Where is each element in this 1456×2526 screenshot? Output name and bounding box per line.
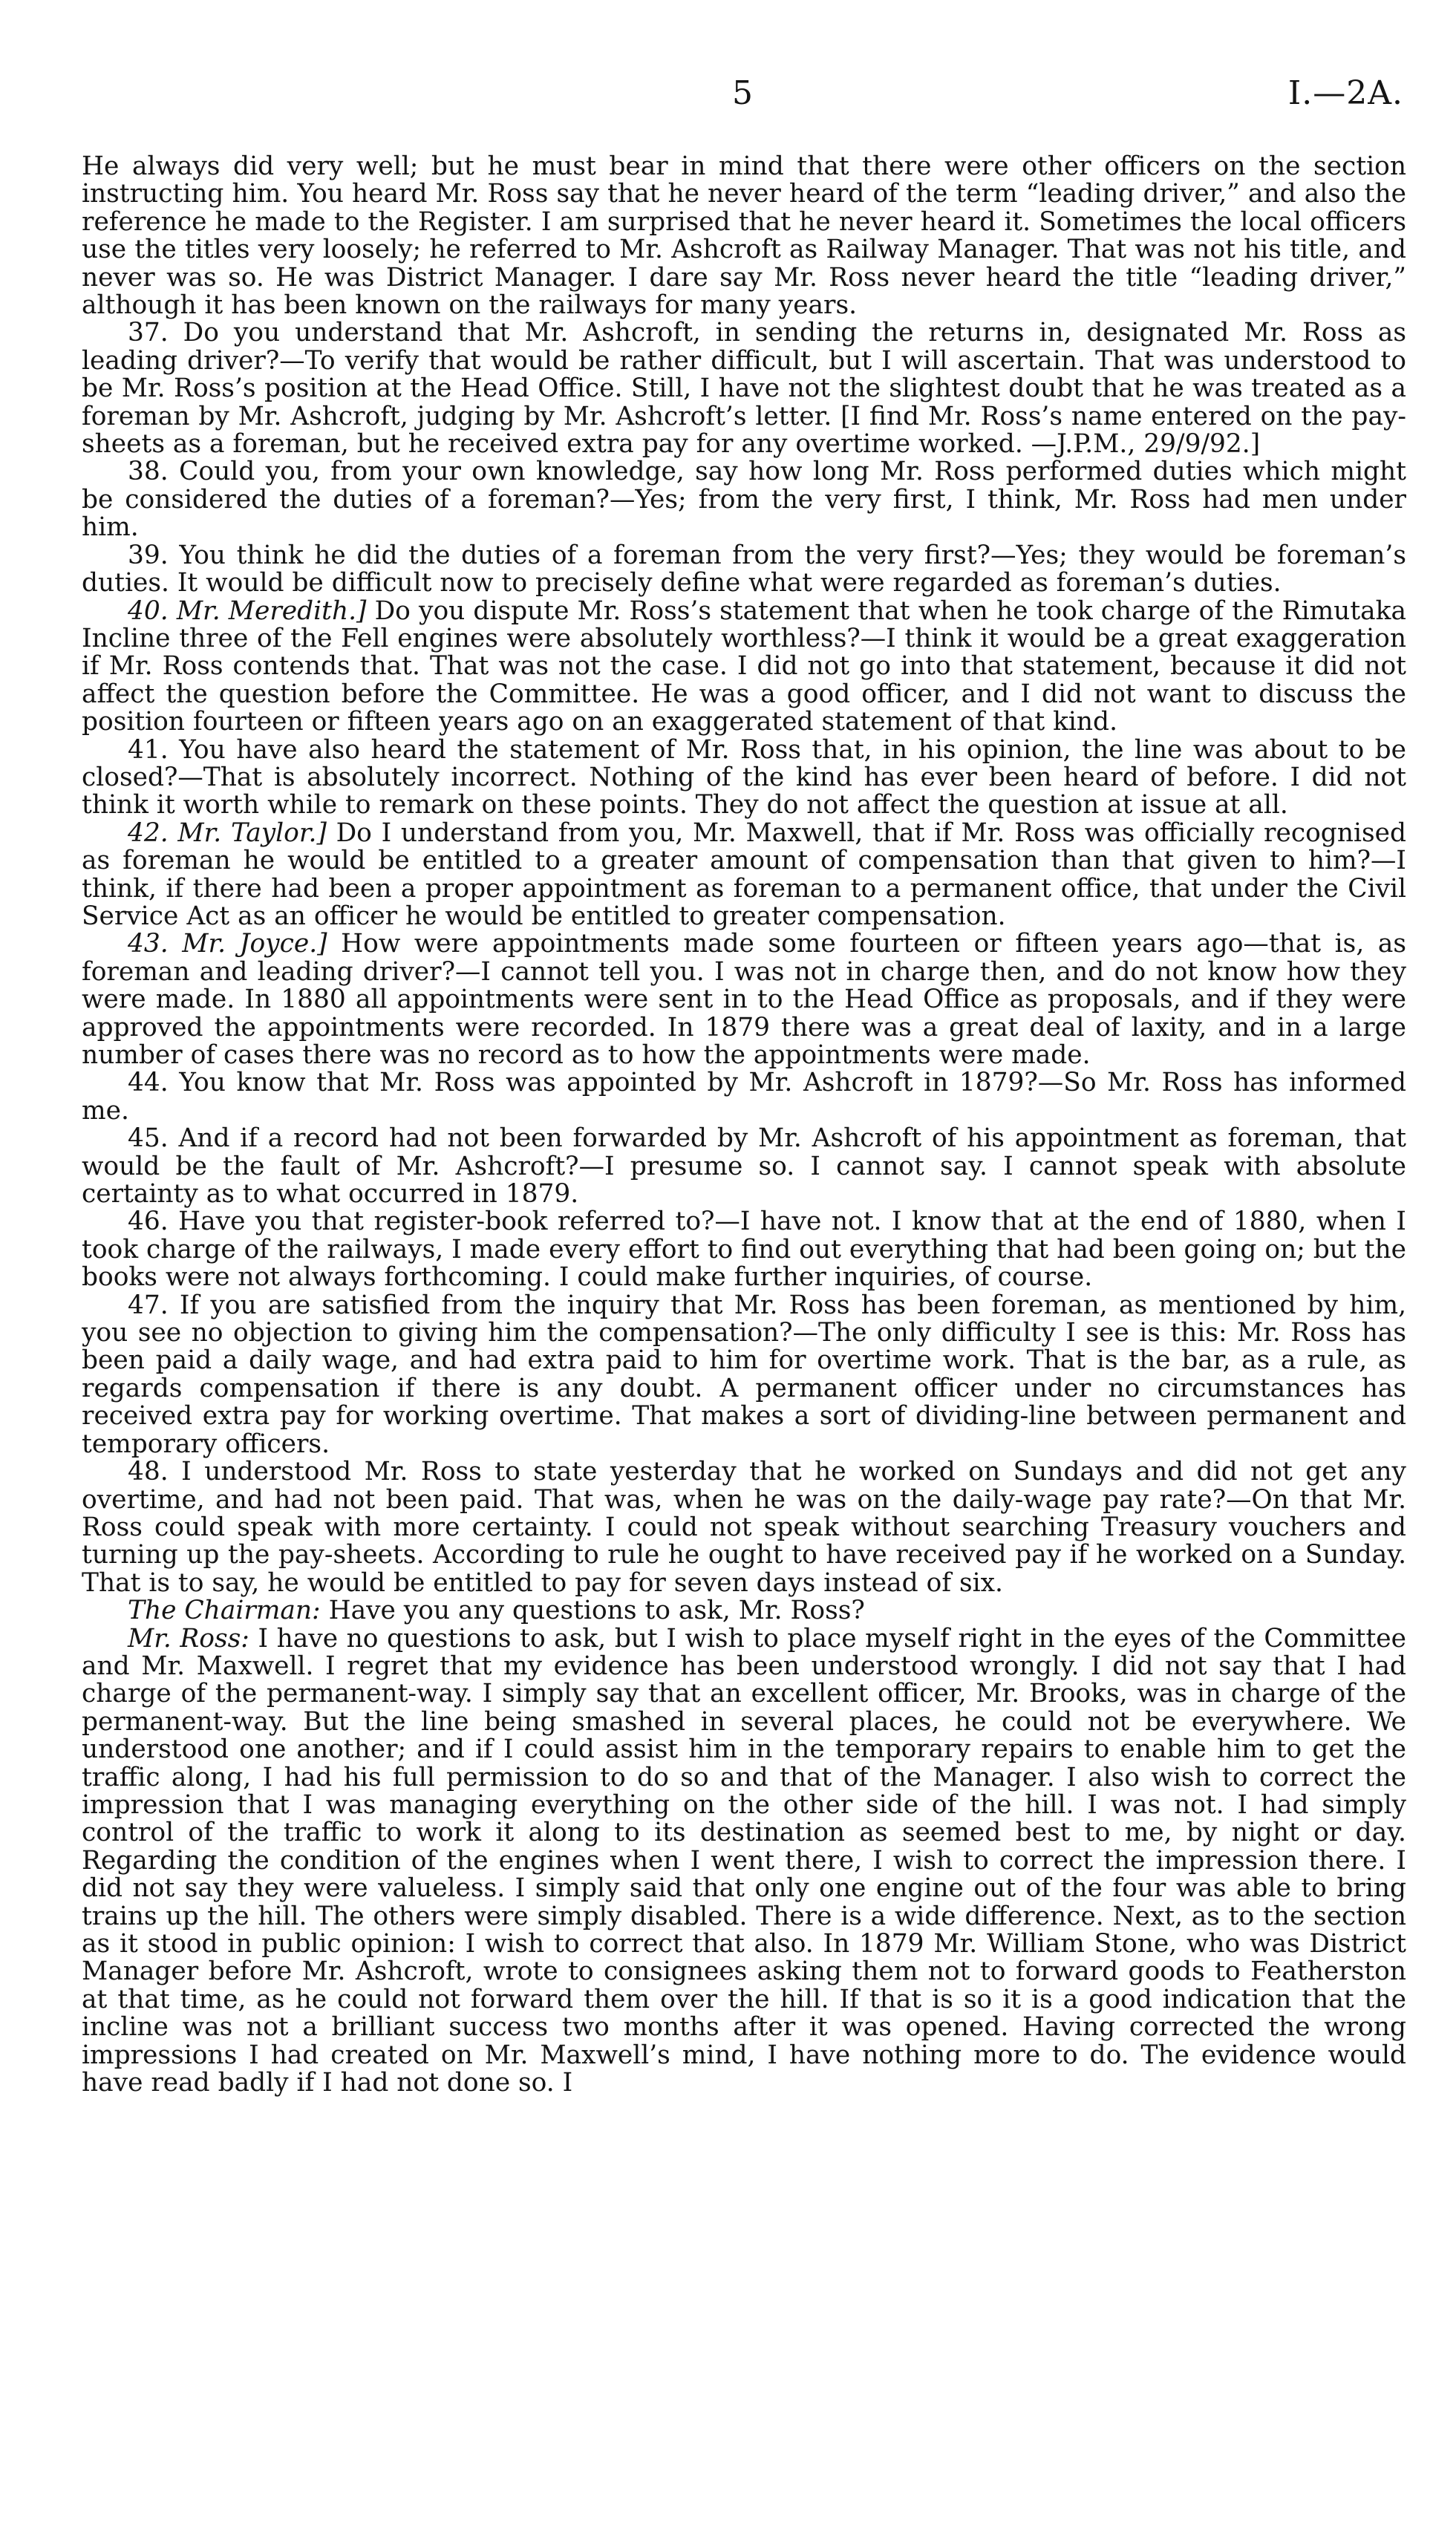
document-reference: I.—2A. <box>1287 74 1403 112</box>
speaker-label: 40. Mr. Meredith.] <box>128 595 367 626</box>
page-number: 5 <box>732 74 753 112</box>
paragraph-text: I have no questions to ask, but I wish to place myself right in the eyes of the Committee and Mr. Maxwell. I regret that my evidence has been understood wrongly. I did not say that I had charge of the permanent-way. I simply say that an excellent officer, Mr. Brooks, was in charge of the permanent-way. But the line being smashed in several places, he could not be everywhere. We understood one another; and if I could assist him in the temporary repairs to enable him to get the traffic along, I had his full permission to do so and that of the Manager. I also wish to correct the impression that I was managing everything on the other side of the hill. I was not. I had simply control of the traffic to work it along to its destination as seemed best to me, by night or day. Regarding the condition of the engines when I went there, I wish to correct the impression there. I did not say they were valueless. I simply said that only one engine out of the four was able to bring trains up the hill. The others were simply disabled. There is a wide difference. Next, as to the section as it stood in public opinion: I wish to correct that also. In 1879 Mr. William Stone, who was District Manager before Mr. Ashcroft, wrote to consignees asking them not to forward goods to Featherston at that time, as he could not forward them over the hill. If that is so it is a good indication that the incline was not a brilliant success two months after it was opened. Having corrected the wrong impressions I had created on Mr. Maxwell’s mind, I have nothing more to do. The evidence would have read badly if I had not done so. I <box>82 1623 1406 2098</box>
body-text <box>82 153 1406 2097</box>
paragraph-text: 48. I understood Mr. Ross to state yesterday that he worked on Sundays and did not get any overtime, and had not been paid. That was, when he was on the daily-wage pay rate?—On that Mr. Ross could speak with more certainty. I could not speak without searching Treasury vouchers and turning up the pay-sheets. According to rule he ought to have received pay if he worked on a Sunday. That is to say, he would be entitled to pay for seven days instead of six. <box>82 1457 1406 1598</box>
paragraph-text: 37. Do you understand that Mr. Ashcroft, in sending the returns in, designated Mr. Ross as leading driver?—To verify that would be rather difficult, but I will ascertain. That was understood to be Mr. Ross’s position at the Head Office. Still, I have not the slightest doubt that he was treated as a foreman by Mr. Ashcroft, judging by Mr. Ashcroft’s letter. [I find Mr. Ross’s name entered on the pay-sheets as a foreman, but he received extra pay for any overtime worked. —J.P.M., 29/9/92.] <box>82 318 1406 460</box>
speaker-label: 42. Mr. Taylor.] <box>128 817 327 848</box>
paragraph <box>82 1458 1406 1597</box>
paragraph-text: Do you dispute Mr. Ross’s statement that when he took charge of the Rimutaka Incline three of the Fell engines were absolutely worthless?—I think it would be a great exaggeration if Mr. Ross contends that. That was not the case. I did not go into that statement, because it did not affect the question before the Committee. He was a good officer, and I did not want to discuss the position fourteen or fifteen years ago on an exaggerated statement of that kind. <box>82 595 1406 737</box>
paragraph <box>82 458 1406 541</box>
paragraph <box>82 930 1406 1069</box>
page-header <box>82 74 1403 119</box>
paragraph <box>82 1208 1406 1291</box>
paragraph-text: He always did very well; but he must bear in mind that there were other officers on the section instructing him. You heard Mr. Ross say that he never heard of the term “leading driver,” and also the reference he made to the Register. I am surprised that he never heard it. Sometimes the local officers use the titles very loosely; he referred to Mr. Ashcroft as Railway Manager. That was not his title, and never was so. He was District Manager. I dare say Mr. Ross never heard the title “leading driver,” although it has been known on the railways for many years. <box>82 151 1406 321</box>
speaker-label: The Chairman: <box>128 1596 321 1626</box>
paragraph <box>82 1125 1406 1208</box>
paragraph-text: 46. Have you that register-book referred to?—I have not. I know that at the end of 1880, when I took charge of the railways, I made every effort to find out everything that had been going on; but the books were not always forthcoming. I could make further inquiries, of course. <box>82 1207 1406 1293</box>
paragraph <box>82 595 1406 737</box>
paragraph <box>82 817 1406 931</box>
paragraph-text: 38. Could you, from your own knowledge, say how long Mr. Ross performed duties which might be considered the duties of a foreman?—Yes; from the very first, I think, Mr. Ross had men under him. <box>82 457 1406 543</box>
paragraph <box>82 1069 1406 1125</box>
paragraph-text: Have you any questions to ask, Mr. Ross? <box>320 1596 865 1626</box>
paragraph-text: How were appointments made some fourteen or fifteen years ago—that is, as foreman and leading driver?—I cannot tell you. I was not in charge then, and do not know how they were made. In 1880 all appointments were sent in to the Head Office as proposals, and if they were approved the appointments were recorded. In 1879 there was a great deal of laxity, and in a large number of cases there was no record as to how the appointments were made. <box>82 929 1406 1070</box>
paragraph-text: 41. You have also heard the statement of Mr. Ross that, in his opinion, the line was about to be closed?—That is absolutely incorrect. Nothing of the kind has ever been heard of before. I did not think it worth while to remark on these points. They do not affect the question at issue at all. <box>82 734 1406 820</box>
speaker-label: 43. Mr. Joyce.] <box>128 929 327 959</box>
paragraph <box>82 734 1406 820</box>
paragraph <box>82 1597 1406 1625</box>
paragraph <box>82 1292 1406 1458</box>
speaker-label: Mr. Ross: <box>128 1623 249 1654</box>
paragraph <box>82 319 1406 458</box>
paragraph-text: 45. And if a record had not been forwarded by Mr. Ashcroft of his appointment as foreman, that would be the fault of Mr. Ashcroft?—I presume so. I cannot say. I cannot speak with absolute certainty as to what occurred in 1879. <box>82 1123 1406 1210</box>
paragraph <box>82 1625 1406 2098</box>
paragraph <box>82 153 1406 319</box>
paragraph <box>82 542 1406 598</box>
paragraph-text: Do I understand from you, Mr. Maxwell, that if Mr. Ross was officially recognised as foreman he would be entitled to a greater amount of compensation than that given to him?—I think, if there had been a proper appointment as foreman to a permanent office, that under the Civil Service Act as an officer he would be entitled to greater compensation. <box>82 817 1406 931</box>
paragraph-text: 44. You know that Mr. Ross was appointed by Mr. Ashcroft in 1879?—So Mr. Ross has informed me. <box>82 1068 1406 1126</box>
paragraph-text: 39. You think he did the duties of a foreman from the very first?—Yes; they would be foreman’s duties. It would be difficult now to precisely define what were regarded as foreman’s duties. <box>82 540 1406 598</box>
paragraph-text: 47. If you are satisfied from the inquiry that Mr. Ross has been foreman, as mentioned by him, you see no objection to giving him the compensation?—The only difficulty I see is this: Mr. Ross has been paid a daily wage, and had extra paid to him for overtime work. That is the bar, as a rule, as regards compensation if there is any doubt. A permanent officer under no circumstances has received extra pay for working overtime. That makes a sort of dividing-line between permanent and temporary officers. <box>82 1290 1406 1459</box>
